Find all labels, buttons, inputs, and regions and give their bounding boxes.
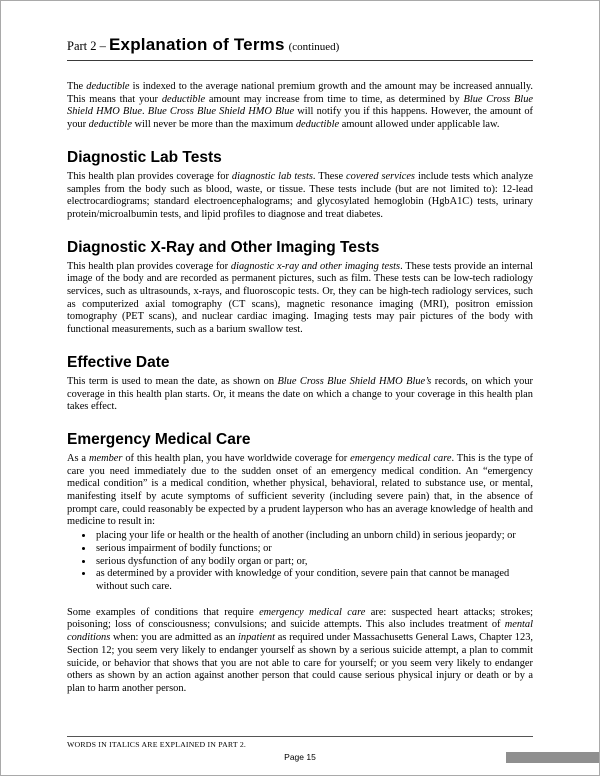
bullet-item: • serious impairment of bodily functions; or [94,543,533,556]
defined-term: deductible [295,119,340,131]
bottom-right-bar [506,752,599,763]
text-run: . These [312,170,347,182]
text-run: . This is the type of care you need immediately due to the sudden onset of an emergency medical condition. An “emergency medical condition” is a medical condition, whether physical, behavioral, related to substance use, or mental, manifesting itself by acute symptoms of sufficient severity (including severe pain) that, in the absence of prompt care, could reasonably be expected by a prudent layperson who has an average knowledge of health and medicine to result in: [67,452,534,528]
text-run: Some examples of conditions that require [67,606,260,618]
text-run: are: suspected heart attacks; strokes; poisoning; loss of consciousness; convulsions; and suicide attempts. This also includes treatment of [67,606,533,631]
defined-term: Blue Cross Blue Shield HMO Blue [147,106,295,118]
defined-term: diagnostic x-ray and other imaging tests [230,260,401,272]
paragraph [67,171,533,222]
page-header [67,35,533,61]
defined-term: emergency medical care [350,452,452,464]
paragraph [67,261,533,337]
header-part-label: Part 2 – [67,39,110,53]
bullet-item: • as determined by a provider with knowledge of your condition, severe pain that cannot be managed without such care. [94,568,533,593]
defined-term: emergency medical care [259,606,366,618]
bullet-item: • placing your life or health or the health of another (including an unborn child) in serious jeopardy; or [94,530,533,543]
document-content [67,81,533,696]
page-number: Page 15 [284,752,316,762]
defined-term: mental conditions [67,619,533,644]
bullet-item: • serious dysfunction of any bodily organ or part; or, [94,556,533,569]
text-run: when: you are admitted as an [110,632,239,644]
text-run: This health plan provides coverage for [67,170,232,182]
defined-term: deductible [86,81,130,92]
defined-term: deductible [161,93,206,105]
text-run: The [67,81,87,92]
paragraph [67,453,533,529]
paragraph [67,607,533,696]
section-heading: Effective Date [67,353,170,371]
defined-term: inpatient [238,632,275,644]
text-run: of this health plan, you have worldwide coverage for [122,452,351,464]
text-run: will never be more than the maximum [131,119,296,131]
term-section [67,149,533,222]
text-run: As a [67,452,89,464]
term-section [67,354,533,414]
header-title-line [67,35,533,55]
term-section [67,431,533,696]
section-heading: Emergency Medical Care [67,430,251,448]
page-footer [67,736,533,762]
paragraph [67,81,533,132]
defined-term: Blue Cross Blue Shield HMO Blue’s [277,375,432,387]
text-run: This term is used to mean the date, as shown on [67,375,278,387]
defined-term: member [88,452,123,464]
header-title: Explanation of Terms [109,35,285,54]
defined-term: diagnostic lab tests [231,170,313,182]
footer-divider [67,736,533,737]
text-run: records, on which your coverage in this health plan starts. Or, it means the date on which a change to your coverage in this health plan takes effect. [67,375,533,413]
header-continued-label: (continued) [288,41,340,53]
text-run: This health plan provides coverage for [67,260,231,272]
text-run: . These tests provide an internal image of the body and are recorded as permanent pictures, such as film. These tests can be low-tech radiology services, such as ultrasounds, x-rays, and fluoroscopic tests. Or, they can be high-tech radiology services, such as computerized axial tomography (CT scans), magnetic resonance imaging (MRI), positron emission tomography (PET scans), and nuclear cardiac imaging. Imaging tests may pair pictures of the body with functional measurements, such as a barium swallow test. [67,260,533,336]
term-section [67,239,533,337]
bullet-list [67,530,533,594]
text-run: include tests which analyze samples from the body such as blood, waste, or tissue. These tests include (but are not limited to): 12-lead electrocardiograms; standard electroencephalograms; and glycosylated hemoglobin (HgbA1C) tests, urinary protein/microalbumin tests, and lipid profiles to diagnose and treat diabetes. [67,170,534,220]
text-run: . [141,106,148,118]
text-run: amount may increase from time to time, as determined by [205,93,464,105]
section-heading: Diagnostic Lab Tests [67,148,222,166]
text-run: will notify you if this happens. However, the amount of your [67,106,533,131]
defined-term: covered services [346,170,415,182]
defined-term: deductible [88,119,132,131]
section-heading: Diagnostic X-Ray and Other Imaging Tests [67,238,380,256]
text-run: as required under Massachusetts General Laws, Chapter 123, Section 12; you seem very likely to endanger yourself as shown by a serious suicide attempt, a plan to commit suicide, or behavior that shows that you are not able to care for yourself; or you seem very likely to endanger others as shown by an action against another person that could cause serious physical injury or death or by a plan to harm another person. [67,632,533,694]
footer-note: WORDS IN ITALICS ARE EXPLAINED IN PART 2. [67,740,247,749]
defined-term: Blue Cross Blue Shield HMO Blue [67,93,533,118]
text-run: amount allowed under applicable law. [339,119,500,131]
text-run: is indexed to the average national premium growth and the amount may be increased annually. This means that your [67,81,533,105]
header-divider [67,60,533,61]
paragraph [67,376,533,414]
